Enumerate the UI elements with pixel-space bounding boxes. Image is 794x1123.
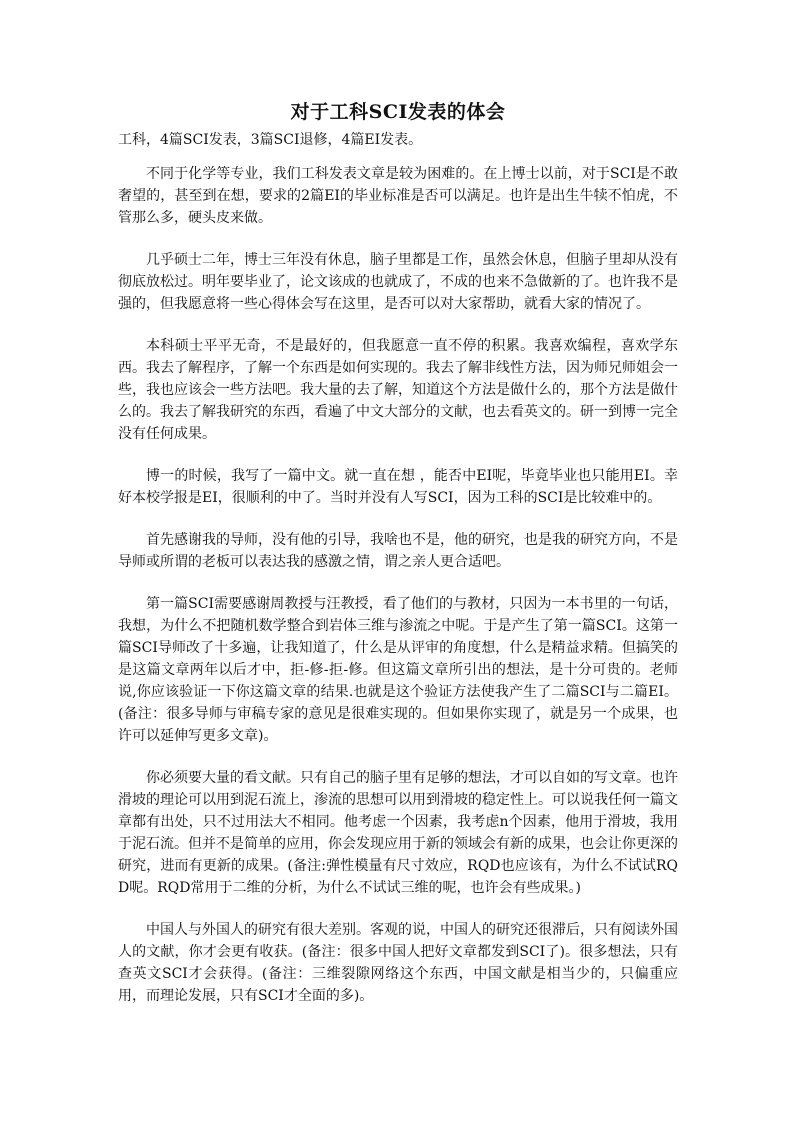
document-title: 对于工科SCI发表的体会	[290, 101, 506, 123]
paragraph-3: 本科硕士平平无奇，不是最好的，但我愿意一直不停的积累。我喜欢编程，喜欢学东西。我去了解程序，了解一个东西是如何实现的。我去了解非线性方法，因为师兄师姐会一些，我也应该会一些方法吧。我大量的去了解，知道这个方法是做什么的，那个方法是做什么的。我去了解我研究的东西，看遍了中文大部分的文献，也去看英文的。研一到博一完全没有任何成果。	[118, 338, 678, 442]
paragraph-2: 几乎硕士二年，博士三年没有休息，脑子里都是工作，虽然会休息，但脑子里却从没有彻底放松过。明年要毕业了，论文该成的也就成了，不成的也来不急做新的了。也许我不是强的，但我愿意将一些心得体会写在这里，是否可以对大家帮助，就看大家的情况了。	[118, 252, 678, 312]
paragraph-7: 你必须要大量的看文献。只有自己的脑子里有足够的想法，才可以自如的写文章。也许滑坡的理论可以用到泥石流上，渗流的思想可以用到滑坡的稳定性上。可以说我任何一篇文章都有出处，只不过用法大不相同。他考虑一个因素，我考虑n个因素，他用于滑坡，我用于泥石流。但并不是简单的应用，你会发现应用于新的领域会有新的成果，也会让你更深的研究，进而有更新的成果。(备注:弹性模量有尺寸效应，RQD也应该有，为什么不试试RQD呢。RQD常用于二维的分析，为什么不试试三维的呢，也许会有些成果。)	[118, 770, 678, 896]
paragraph-4: 博一的时候，我写了一篇中文。就一直在想 ，能否中EI呢，毕竟毕业也只能用EI。幸好本校学报是EI，很顺利的中了。当时并没有人写SCI，因为工科的SCI是比较难中的。	[118, 468, 678, 506]
paragraph-6: 第一篇SCI需要感谢周教授与汪教授，看了他们的与教材，只因为一本书里的一句话，我想，为什么不把随机数学整合到岩体三维与渗流之中呢。于是产生了第一篇SCI。这第一篇SCI导师改了十多遍，让我知道了，什么是从评审的角度想，什么是精益求精。但搞笑的是这篇文章两年以后才中，拒-修-拒-修。但这篇文章所引出的想法，是十分可贵的。老师说,你应该验证一下你这篇文章的结果.也就是这个验证方法使我产生了二篇SCI与二篇EI。(备注：很多导师与审稿专家的意见是很难实现的。但如果你实现了，就是另一个成果，也许可以延伸写更多文章)。	[118, 596, 678, 744]
document-page	[118, 100, 678, 1027]
document-subtitle: 工科，4篇SCI发表，3篇SCI退修，4篇EI发表。	[118, 132, 423, 148]
paragraph-8: 中国人与外国人的研究有很大差别。客观的说，中国人的研究还很滞后，只有阅读外国人的文献，你才会更有收获。(备注：很多中国人把好文章都发到SCI了)。很多想法，只有查英文SCI才会获得。(备注：三维裂隙网络这个东西，中国文献是相当少的，只偏重应用，而理论发展，只有SCI才全面的多)。	[118, 922, 678, 1004]
paragraph-5: 首先感谢我的导师，没有他的引导，我啥也不是，他的研究，也是我的研究方向，不是导师或所谓的老板可以表达我的感激之情，谓之亲人更合适吧。	[118, 532, 678, 570]
paragraph-1: 不同于化学等专业，我们工科发表文章是较为困难的。在上博士以前，对于SCI是不敢奢望的，甚至到在想，要求的2篇EI的毕业标准是否可以满足。也许是出生牛犊不怕虎，不管那么多，硬头皮来做。	[118, 166, 678, 226]
